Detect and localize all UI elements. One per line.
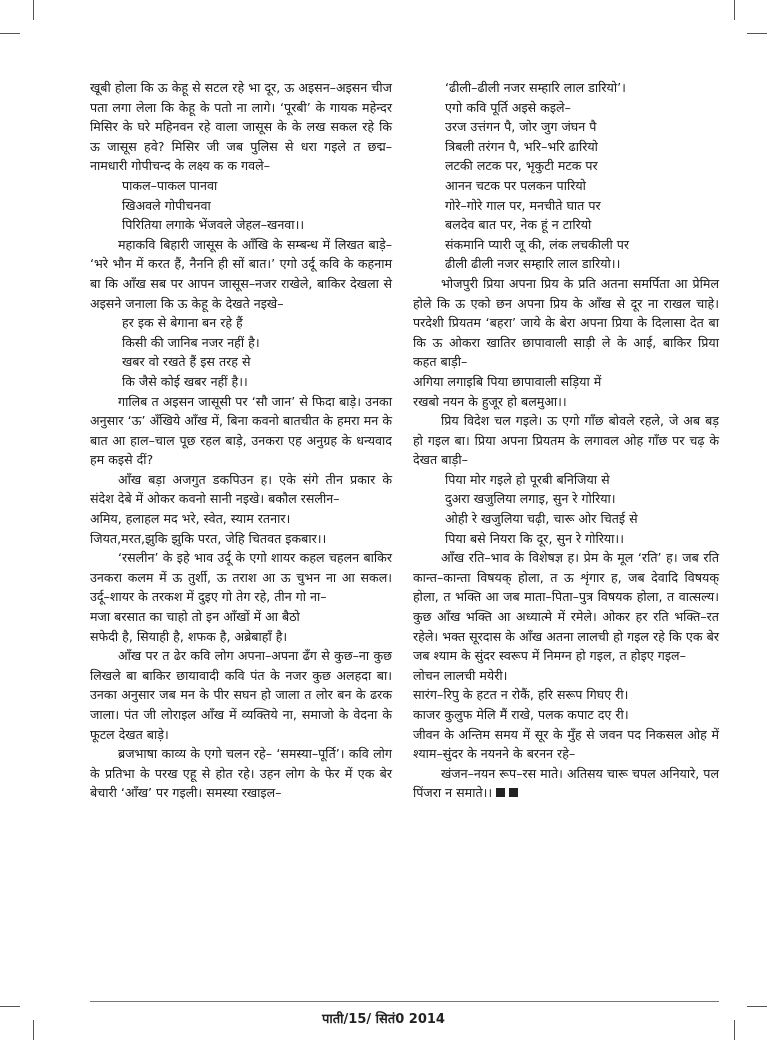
- verse-line: किसी की जानिब नजर नहीं है।: [122, 334, 260, 350]
- verse-line: गोरे–गोरे गाल पर, मनचीते घात पर: [445, 197, 601, 213]
- verse-line: आनन चटक पर पलकन पारियो: [445, 177, 586, 193]
- verse-line: लटकी लटक पर, भृकुटी मटक पर: [445, 158, 598, 174]
- verse-line: कि जैसे कोई खबर नहीं है।।: [122, 373, 248, 389]
- paragraph: भोजपुरी प्रिया अपना प्रिय के प्रति अतना समर्पिता आ प्रेमिल होले कि ऊ एको छन अपना प्रिय के आँख से दूर ना राखल चाहे। परदेशी प्रियतम ‘बहरा’ जाये के बेरा अपना प्रिया के दिलासा देत बा कि ऊ ओकरा खातिर छापावाली साड़ी ले के आई, बाकिर प्रिया कहत बाड़ी–: [413, 275, 719, 370]
- verse-line: लोचन लालची मयेरी।: [413, 667, 508, 683]
- paragraph: ब्रजभाषा काव्य के एगो चलन रहे– ‘समस्या–पूर्ति’। कवि लोग के प्रतिभा के परख एहू से होत रहे। उहन लोग के फेर में एक बेर बेचारी ‘आँख’ पर गइली। समस्या रखाइल–: [90, 746, 392, 801]
- verse-line: बलदेव बात पर, नेक हूं न टारियो: [445, 217, 592, 233]
- verse-line: पिया मोर गइले हो पूरबी बनिजिया से: [445, 471, 610, 487]
- crop-mark: [747, 1006, 767, 1007]
- verse-line: जियत,मरत,झुकि झुकि परत, जेहि चितवत इकबार।।: [90, 530, 327, 546]
- verse-line: संकमानि प्यारी जू की, लंक लचकीली पर: [445, 236, 630, 252]
- end-mark-square: [496, 788, 505, 797]
- paragraph: प्रिय विदेश चल गइले। ऊ एगो गाँछ बोवले रहले, जे अब बड़ हो गइल बा। प्रिया अपना प्रियतम के लगावल ओह गाँछ पर चढ़ के देखत बाड़ी–: [413, 413, 719, 468]
- verse-line: सारंग–रिपु के हटत न रोकैं, हरि सरूप गिघए री।: [413, 687, 629, 703]
- verse-line: काजर कुलुफ मेलि मैं राखे, पलक कपाट दए री।: [413, 707, 629, 722]
- verse-line: खिअवले गोपीचनवा: [122, 197, 211, 213]
- page-footer: पाती/15/ सितं0 2014: [322, 1012, 445, 1027]
- footer-rule: [90, 1001, 719, 1002]
- end-mark-square: [509, 788, 518, 797]
- verse-line: उरज उत्तंगन पै, जोर जुग जंघन पै: [445, 119, 597, 135]
- crop-mark: [0, 33, 20, 34]
- verse-line: पिया बसे नियरा कि दूर, सुन रे गोरिया।।: [445, 530, 624, 546]
- verse-line: एगो कवि पूर्ति अइसे कइले–: [445, 99, 571, 115]
- crop-mark: [747, 33, 767, 34]
- paragraph: आँख बड़ा अजगुत डकपिउन ह। एके संगे तीन प्रकार के संदेश देबे में ओकर कवनो सानी नइखे। बकौल रसलीन–: [90, 471, 392, 507]
- right-text-column: [413, 78, 719, 803]
- paragraph: आँख रति–भाव के विशेषज्ञ ह। प्रेम के मूल ‘रति’ ह। जब रति कान्त–कान्ता विषयक् होला, त ऊ शृंगार ह, जब देवादि विषयक् होला, त भक्ति आ जब माता–पिता–पुत्र विषयक होला, त वात्सल्य। कुछ आँख भक्ति आ अध्यात्मे में रमेले। ओकर हर रति भक्ति–रत रहेले। भक्त सूरदास के आँख अतना लालची हो गइल रहे कि एक बेर जब श्याम के सुंदर स्वरूप में निमग्न हो गइल, त होइए गइल–: [413, 550, 719, 664]
- verse-line: ओही रे खजुलिया चढ़ी, चारू ओर चितई से: [445, 511, 638, 527]
- paragraph: खूबी होला कि ऊ केहू से सटल रहे भा दूर, ऊ अइसन–अइसन चीज पता लगा लेला कि केहू के पतो ना लागे। ‘पूरबी’ के गायक महेन्दर मिसिर के घरे महिनवन रहे वाला जासूस के के लख सकल रहे कि ऊ जासूस हवे? मिसिर जी जब पुलिस से धरा गइले त छद्म–नामधारी गोपीचन्द के लक्ष्य क क गवले–: [90, 80, 392, 174]
- crop-mark: [734, 0, 735, 20]
- paragraph: जीवन के अन्तिम समय में सूर के मुँह से जवन पद निकसल ओह में श्याम–सुंदर के नयनने के बरनन रहे–: [413, 726, 719, 762]
- crop-mark: [0, 1006, 20, 1007]
- verse-line: पिरितिया लगाके भेंजवले जेहल–खनवा।।: [122, 217, 305, 233]
- verse-line: रखबो नयन के हुजूर हो बलमुआ।।: [413, 393, 567, 409]
- paragraph: महाकवि बिहारी जासूस के आँखि के सम्बन्ध में लिखत बाड़े– ‘भरे भौन में करत हैं, नैननि ही सों बात।’ एगो उर्दू कवि के कहनाम बा कि आँख सब पर आपन जासूस–नजर राखेले, बाकिर देखला से अइसने जनाला कि ऊ केहू के देखते नइखे–: [90, 236, 392, 311]
- paragraph: खंजन–नयन रूप–रस माते। अतिसय चारू चपल अनियारे, पल पिंजरा न समाते।।: [413, 765, 719, 801]
- paragraph: आँख पर त ढेर कवि लोग अपना–अपना ढँग से कुछ–ना कुछ लिखले बा बाकिर छायावादी कवि पंत के नजर कुछ अलहदा बा। उनका अनुसार जब मन के पीर सघन हो जाला त लोर बन के ढरक जाला। पंत जी लोराइल आँख में व्यक्तिये ना, समाजो के वेदना के फूटल देखत बाड़े।: [90, 648, 392, 742]
- verse-line: पाकल–पाकल पानवा: [122, 177, 218, 193]
- paragraph: ‘रसलीन’ के इहे भाव उर्दू के एगो शायर कहल चहलन बाकिर उनकरा कलम में ऊ तुर्शी, ऊ तराश आ ऊ चुभन ना आ सकल। उर्दू–शायर के तरकश में दुइए गो तेग रहे, तीन गो ना–: [90, 550, 392, 605]
- verse-line: त्रिबली तरंगन पै, भरि–भरि ढारियो: [445, 138, 598, 154]
- crop-mark: [33, 0, 34, 20]
- verse-line: ‘ढीली–ढीली नजर सम्हारि लाल डारियो’।: [445, 80, 626, 95]
- left-text-column: [90, 78, 392, 803]
- verse-line: हर इक से बेगाना बन रहे हैं: [122, 315, 243, 331]
- verse-line: सफेदी है, सियाही है, शफक है, अब्रेबाहाँ है।: [90, 628, 288, 644]
- paragraph: गालिब त अइसन जासूसी पर ‘सौ जान’ से फिदा बाड़े। उनका अनुसार ‘ऊ’ अँखिये आँख में, बिना कवनो बातचीत के हमरा मन के बात आ हाल–चाल पूछ रहल बाड़े, उनकरा एह अनुग्रह के धन्यवाद हम कइसे दीं?: [90, 393, 392, 468]
- verse-line: खबर वो रखते हैं इस तरह से: [122, 354, 251, 370]
- verse-line: ढीली ढीली नजर सम्हारि लाल डारियो।।: [445, 256, 621, 272]
- verse-line: अगिया लगाइबि पिया छापावाली सड़िया में: [413, 373, 602, 389]
- verse-line: मजा बरसात का चाहो तो इन आँखों में आ बैठो: [90, 609, 300, 625]
- verse-line: दुअरा खजुलिया लगाइ, सुन रे गोरिया।: [445, 491, 616, 507]
- verse-line: अमिय, हलाहल मद भरे, स्वेत, स्याम रतनार।: [90, 511, 291, 527]
